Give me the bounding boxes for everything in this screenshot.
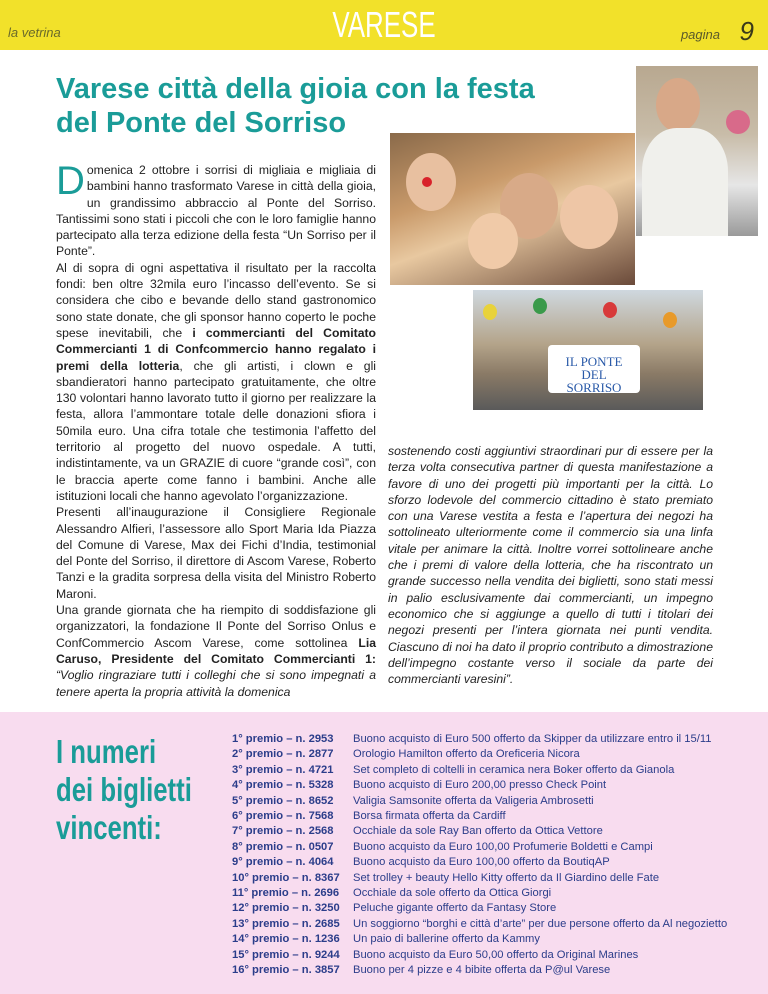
paragraph-2-text: Al di sopra di ogni aspettativa il risultato per la raccolta fondi: ben oltre 32mila euro l’incasso dell’evento. Se si considera che cibo e bevande dello stand gastronomico sono state donate, che gli sponsor hanno coperto le poche spese inevitabili, che — [56, 260, 376, 340]
prize-number: 16° premio – n. 3857 — [232, 964, 340, 977]
paragraph-1 — [56, 159, 376, 260]
winning-numbers-title — [56, 733, 192, 847]
paragraph-3: Presenti all’inaugurazione il Consigliere Regionale Alessandro Alfieri, l’assessore allo Sport Maria Ida Piazza del Comune di Varese, Max dei Fichi d’India, testimonial del Ponte del Sorriso, il direttore di Ascom Varese, Roberto Tanzi e la gradita sorpresa della visita del Ministro Roberto Maroni. — [56, 505, 376, 601]
prize-row — [232, 840, 727, 855]
prize-row — [232, 932, 727, 947]
clown-nose-shape — [422, 177, 432, 187]
photo-crowd-banner — [473, 290, 703, 410]
prize-description: Set completo di coltelli in ceramica nera Boker offerto da Gianola — [353, 763, 675, 776]
prize-row — [232, 948, 727, 963]
prize-description: Buono acquisto di Euro 200,00 presso Check Point — [353, 779, 607, 792]
paragraph-2-text-b: , che gli artisti, i clown e gli sbandieratori hanno partecipato gratuitamente, che oltre 130 volontari hanno lavorato tutto il giorno per realizzare la festa, allora l’ammontare totale delle donazioni sfiora i 50mila euro. Una cifra totale che testimonia l’affetto del territorio al progetto del nuovo ospedale. A tutti, indistintamente, va un GRAZIE di cuore “grande così”, con le braccia aperte come fanno i bambini. Anche alle istituzioni locali che hanno agevolato l’organizzazione. — [56, 358, 376, 503]
prize-number: 13° premio – n. 2685 — [232, 917, 340, 930]
banner-text: IL PONTE DEL SORRISO — [565, 354, 623, 395]
balloon-shape — [533, 298, 547, 314]
page-number: 9 — [739, 16, 754, 46]
prize-number: 6° premio – n. 7568 — [232, 810, 334, 823]
page-label: pagina — [680, 27, 720, 42]
prize-row — [232, 778, 727, 793]
child-face-shape — [560, 185, 618, 249]
prize-row — [232, 871, 727, 886]
headline-line-1: Varese città della gioia con la festa — [56, 73, 535, 105]
paragraph-1-text: omenica 2 ottobre i sorrisi di migliaia e migliaia di bambini hanno trasformato Varese in città della gioia, un grandissimo abbraccio al Ponte del Sorriso. Tantissimi sono stati i piccoli che con le loro famiglie hanno partecipato alla terza edizione della festa “Un Sorriso per il Ponte”. — [56, 163, 376, 259]
paragraph-4-text: Una grande giornata che ha riempito di soddisfazione gli organizzatori, la fondazione Il Ponte del Sorriso Onlus e ConfCommercio Ascom Varese, come sottolinea — [56, 603, 376, 650]
prize-row — [232, 901, 727, 916]
title-line-3: vincenti: — [56, 809, 162, 846]
prize-description: Un soggiorno “borghi e città d’arte” per due persone offerto da Al negozietto — [353, 917, 728, 930]
article-headline — [56, 72, 616, 140]
prize-number: 7° premio – n. 2568 — [232, 825, 334, 838]
pastry-shape — [726, 110, 750, 134]
balloon-shape — [603, 302, 617, 318]
prize-number: 15° premio – n. 9244 — [232, 948, 340, 961]
prize-number: 9° premio – n. 4064 — [232, 856, 334, 869]
prize-description: Borsa firmata offerta da Cardiff — [353, 810, 506, 823]
prize-description: Peluche gigante offerto da Fantasy Store — [353, 902, 557, 915]
prize-description: Occhiale da sole offerto da Ottica Giorgi — [353, 887, 552, 900]
prize-description: Buono acquisto di Euro 500 offerto da Skipper da utilizzare entro il 15/11 — [353, 733, 712, 745]
prize-row — [232, 963, 727, 978]
prize-row — [232, 809, 727, 824]
prize-description: Set trolley + beauty Hello Kitty offerto da Il Giardino delle Fate — [353, 871, 660, 884]
prize-row — [232, 732, 727, 747]
title-line-1: I numeri — [56, 733, 157, 770]
prize-row — [232, 794, 727, 809]
prize-number: 5° premio – n. 8652 — [232, 794, 334, 807]
prize-number: 4° premio – n. 5328 — [232, 779, 334, 792]
prize-number: 3° premio – n. 4721 — [232, 763, 334, 776]
prize-description: Buono acquisto da Euro 50,00 offerto da Original Marines — [353, 948, 639, 961]
prize-description: Un paio di ballerine offerto da Kammy — [353, 933, 540, 946]
drop-cap: D — [56, 159, 85, 203]
article-body-right: sostenendo costi aggiuntivi straordinari pur di essere per la terza volta consecutiva partner di questa manifestazione a favore di uno dei progetti più importanti per la città. Lo sforzo lodevole del commercio cittadino è stato premiato con una Varese vestita a festa e l’apertura dei negozi ha sottolineato ulteriormente come il commercio sia una linfa vitale per animare la città. Inoltre vorrei sottolineare anche che i premi di valore della lotteria, che ha riscontrato un grande successo nella vendita dei biglietti, sono stati messi in palio esclusivamente dai commercianti, un impegno economico che si aggiunge a quello di tutti i titolari dei negozi presenti per l’intera giornata nei punti vendita. Ciascuno di noi ha dato il proprio contributo a dimostrazione dell’impegno costante verso il sociale da parte dei commercianti varesini”. — [388, 444, 713, 687]
prize-list — [232, 732, 727, 979]
paragraph-4-quote: “Voglio ringraziare tutti i colleghi che si sono impegnati a tenere aperta la propria attività la domenica — [56, 668, 376, 699]
child2-face-shape — [468, 213, 518, 269]
prize-row — [232, 917, 727, 932]
prize-row — [232, 747, 727, 762]
headline-line-2: del Ponte del Sorriso — [56, 107, 347, 139]
prize-description: Buono acquisto da Euro 100,00 Profumerie Boldetti e Campi — [353, 840, 653, 853]
prize-number: 12° premio – n. 3250 — [232, 902, 340, 915]
photo-clown-with-children — [390, 133, 635, 285]
prize-row — [232, 855, 727, 870]
paragraph-2 — [56, 260, 376, 504]
paragraph-2-bold: i commercianti del Comitato Commercianti 1 di Confcommercio hanno regalato i premi della lotteria — [56, 325, 376, 373]
photo-man-with-pastry — [636, 66, 758, 236]
balloon-shape — [663, 312, 677, 328]
face-shape — [656, 78, 700, 132]
prize-row — [232, 886, 727, 901]
prize-description: Valigia Samsonite offerta da Valigeria Ambrosetti — [353, 794, 594, 807]
paragraph-4 — [56, 602, 376, 700]
prize-row — [232, 763, 727, 778]
prize-description: Orologio Hamilton offerto da Oreficeria Nicora — [353, 748, 580, 761]
section-label: la vetrina — [8, 25, 61, 40]
prize-number: 14° premio – n. 1236 — [232, 933, 340, 946]
prize-number: 11° premio – n. 2696 — [232, 887, 340, 900]
balloon-shape — [483, 304, 497, 320]
paragraph-4-bold: Lia Caruso, Presidente del Comitato Commercianti 1: — [56, 635, 376, 666]
event-banner — [548, 345, 640, 393]
prize-description: Buono per 4 pizze e 4 bibite offerta da P@ul Varese — [353, 964, 611, 977]
prize-number: 8° premio – n. 0507 — [232, 840, 334, 853]
prize-number: 2° premio – n. 2877 — [232, 748, 334, 761]
title-line-2: dei biglietti — [56, 771, 192, 808]
prize-number: 10° premio – n. 8367 — [232, 871, 340, 884]
shirt-shape — [642, 128, 728, 236]
prize-description: Occhiale da sole Ray Ban offerto da Ottica Vettore — [353, 825, 603, 838]
prize-number: 1° premio – n. 2953 — [232, 733, 334, 745]
city-title: VARESE — [332, 4, 436, 45]
prize-description: Buono acquisto da Euro 100,00 offerto da BoutiqAP — [353, 856, 610, 869]
prize-row — [232, 824, 727, 839]
article-body-left — [56, 159, 376, 700]
